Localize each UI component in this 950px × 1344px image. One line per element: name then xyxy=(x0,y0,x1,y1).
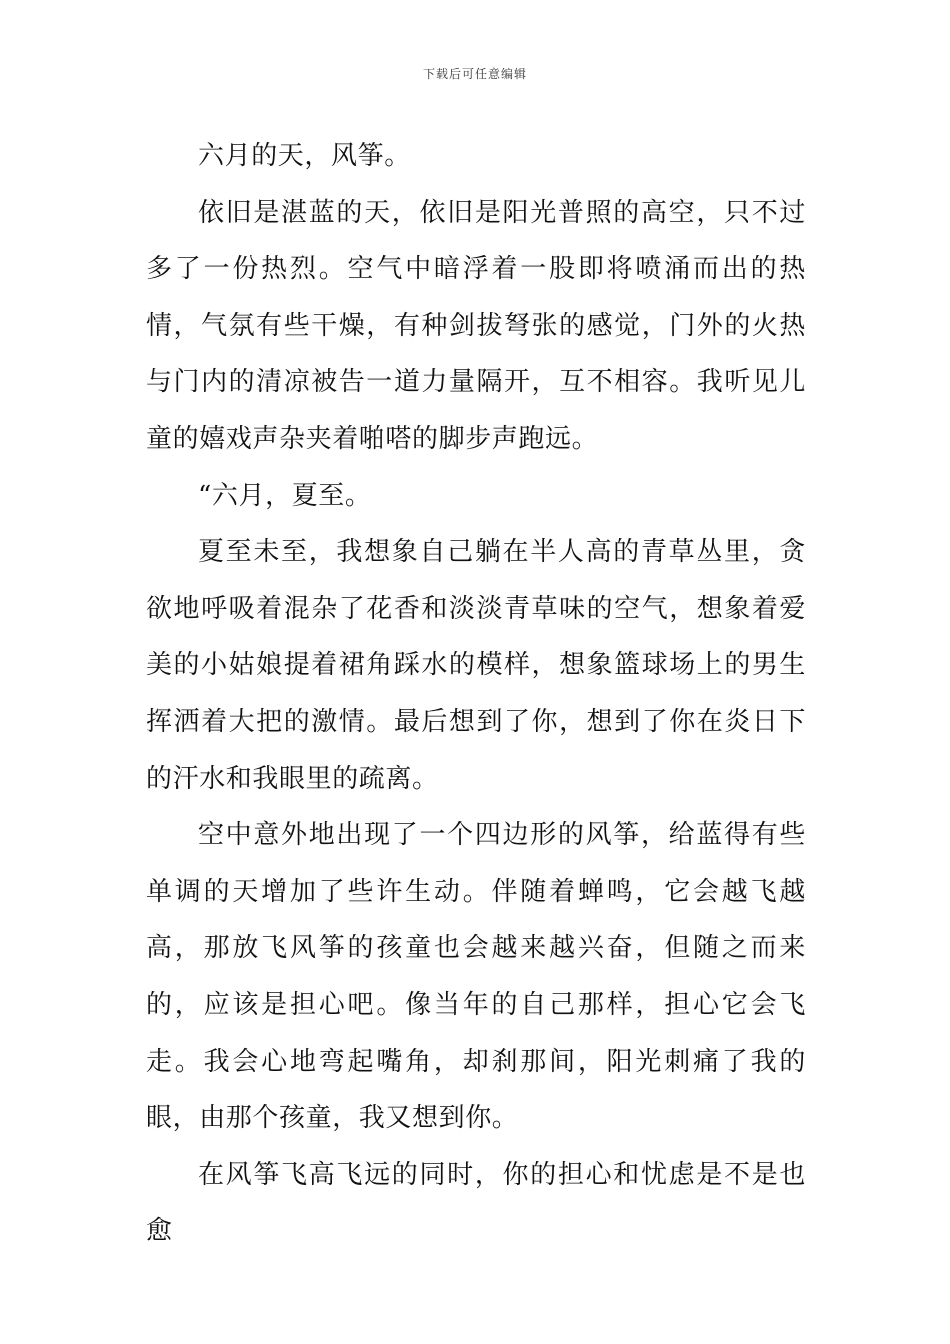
paragraph-1: 六月的天，风筝。 xyxy=(198,141,411,171)
paragraph-4: 夏至未至，我想象自己躺在半人高的青草丛里，贪欲地呼吸着混杂了花香和淡淡青草味的空气，想象着爱美的小姑娘提着裙角踩水的模样，想象篮球场上的男生挥洒着大把的激情。最后想到了你，想到了你在炎日下的汗水和我眼里的疏离。 xyxy=(146,537,806,794)
paragraph-2: 依旧是湛蓝的天，依旧是阳光普照的高空，只不过多了一份热烈。空气中暗浮着一股即将喷涌而出的热情，气氛有些干燥，有种剑拔弩张的感觉，门外的火热与门内的清凉被告一道力量隔开，互不相容。我听见儿童的嬉戏声杂夹着啪嗒的脚步声跑远。 xyxy=(146,197,806,454)
paragraph-3: “六月，夏至。 xyxy=(198,480,372,511)
paragraph-6: 在风筝飞高飞远的同时，你的担心和忧虑是不是也愈 xyxy=(146,1159,806,1247)
header-note: 下载后可任意编辑 xyxy=(422,67,527,81)
article-body xyxy=(146,128,806,1260)
paragraph-5: 空中意外地出现了一个四边形的风筝，给蓝得有些单调的天增加了些许生动。伴随着蝉鸣，它会越飞越高，那放飞风筝的孩童也会越来越兴奋，但随之而来的，应该是担心吧。像当年的自己那样，担心它会飞走。我会心地弯起嘴角，却刹那间，阳光刺痛了我的眼，由那个孩童，我又想到你。 xyxy=(146,820,806,1134)
